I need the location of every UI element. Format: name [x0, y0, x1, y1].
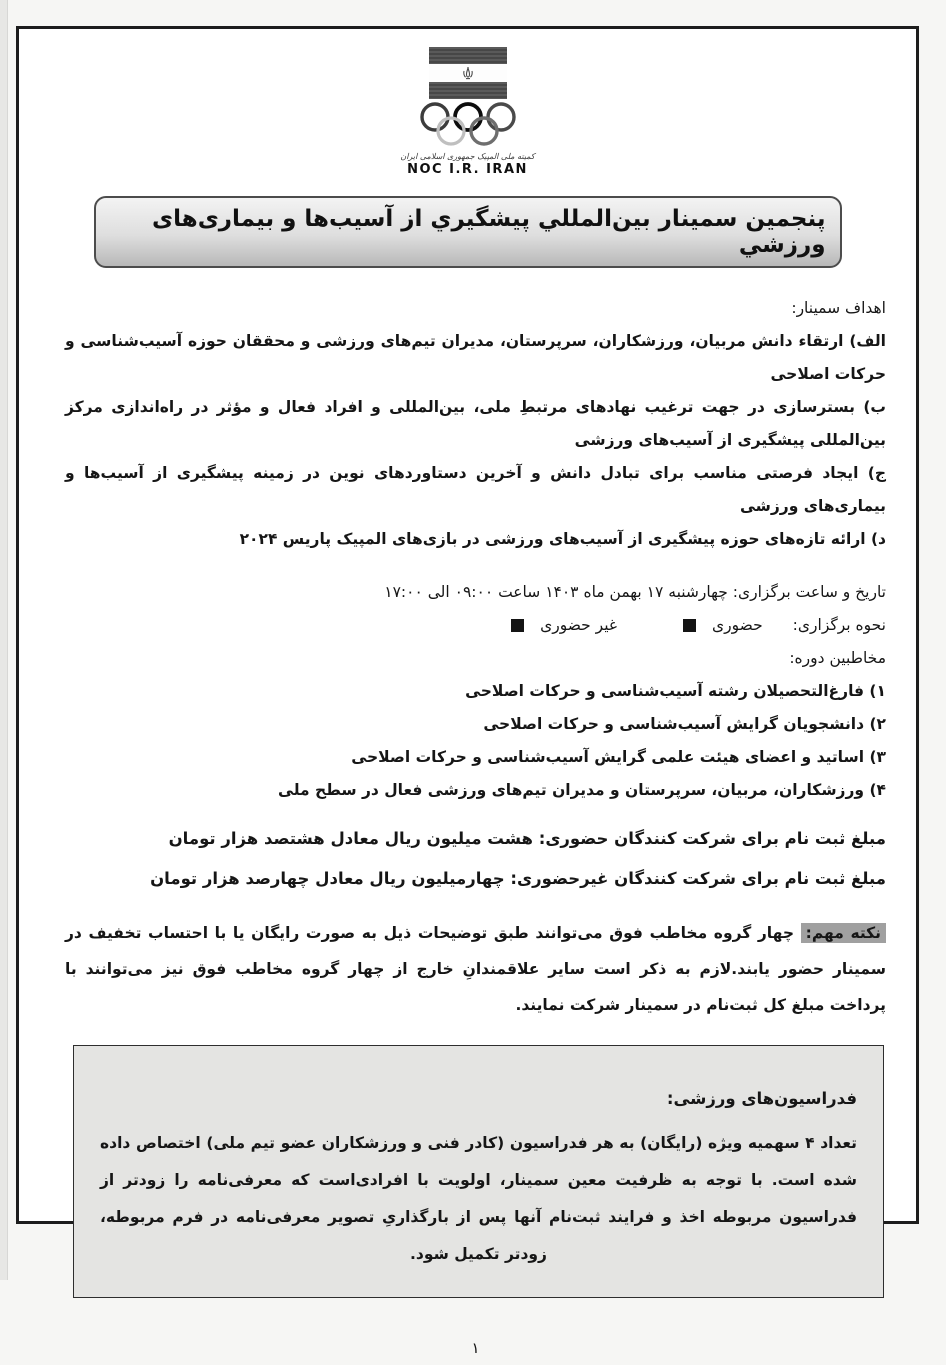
federations-heading: فدراسیون‌های ورزشی:	[666, 1089, 857, 1108]
datetime-line: تاریخ و ساعت برگزاری: چهارشنبه ۱۷ بهمن ماه ۱۴۰۳ ساعت ۰۹:۰۰ الی ۱۷:۰۰	[384, 583, 886, 601]
audience-item-3: ۳) اساتید و اعضای هیئت علمی گرایش آسیب‌شناسی و حرکات اصلاحی	[351, 748, 886, 766]
title-banner	[94, 196, 842, 268]
format-label: نحوه برگزاری:	[792, 616, 886, 634]
note-label-highlight: نکته مهم:	[801, 923, 886, 943]
flag-bottom-band	[429, 82, 507, 99]
format-line	[65, 609, 886, 642]
audience-item-4: ۴) ورزشکاران، مربیان، سرپرستان و مدیران تیم‌های ورزشی فعال در سطح ملی	[278, 781, 886, 799]
objective-item-d: د) ارائه تازه‌های حوزه پیشگیری از آسیب‌های ورزشی در بازی‌های المپیک پاریس ۲۰۲۴	[239, 530, 886, 548]
audience-item-1: ۱) فارغ‌التحصیلان رشته آسیب‌شناسی و حرکات اصلاحی	[465, 682, 886, 700]
noc-calligraphy-text: کمیته ملی المپیک جمهوری اسلامی ایران	[400, 152, 535, 161]
iran-flag-icon	[429, 47, 507, 99]
scan-edge-artifact	[0, 0, 8, 1280]
objective-item-b: ب) بسترسازی در جهت ترغیب نهادهای مرتبطِ ملی، بین‌المللی و افراد فعال و مؤثر در راه‌اندازی مرکز بین‌المللی پیشگیری از آسیب‌های ورزشی	[65, 398, 886, 449]
noc-iran-logo	[19, 47, 916, 178]
federations-box	[73, 1045, 884, 1298]
fee-remote-line: مبلغ ثبت نام برای شرکت کنندگان غیرحضوری: چهارمیلیون ریال معادل چهارصد هزار تومان	[150, 869, 886, 888]
objectives-heading: اهداف سمینار:	[791, 299, 886, 317]
filled-square-icon	[683, 619, 696, 632]
option-inperson-label: حضوری	[712, 616, 763, 634]
audience-heading: مخاطبین دوره:	[789, 649, 886, 667]
filled-square-icon	[511, 619, 524, 632]
flag-top-band	[429, 47, 507, 64]
page-number: ۱	[471, 1339, 480, 1357]
fee-inperson-line: مبلغ ثبت نام برای شرکت کنندگان حضوری: هشت میلیون ریال معادل هشتصد هزار تومان	[168, 829, 886, 848]
objective-item-c: ج) ایجاد فرصتی مناسب برای تبادل دانش و آخرین دستاوردهای نوین در زمینه پیشگیری از آسیب‌ها و بیماری‌های ورزشی	[65, 464, 886, 515]
iran-emblem-icon	[461, 66, 475, 80]
objective-item-a: الف) ارتقاء دانش مربیان، ورزشکاران، سرپرستان، مدیران تیم‌های ورزشی و محققان حوزه آسیب‌شناسی و حرکات اصلاحی	[65, 332, 886, 383]
document-page-frame	[16, 26, 919, 1357]
important-note	[65, 915, 886, 1023]
note-body-text: چهار گروه مخاطب فوق می‌توانند طبق توضیحات ذیل به صورت رایگان یا با احتساب تخفیف در سمینار حضور یابند.لازم به ذکر است سایر علاقمندانِ خارج از چهار گروه مخاطب فوق نیز می‌توانند با پرداخت مبلغ کل ثبت‌نام در سمینار شرکت نمایند.	[65, 924, 886, 1014]
flag-middle-band	[429, 64, 507, 82]
option-remote-label: غیر حضوری	[540, 616, 618, 634]
fees-section	[65, 819, 886, 899]
seminar-title: پنجمین سمینار بین‌المللي پیشگیري از آسیب‌ها و بیماری‌های ورزشي	[152, 206, 826, 258]
document-body	[19, 268, 916, 1365]
olympic-rings-icon	[415, 102, 521, 148]
audience-item-2: ۲) دانشجویان گرایش آسیب‌شناسی و حرکات اصلاحی	[483, 715, 886, 733]
noc-caption-text: NOC I.R. IRAN	[407, 162, 528, 177]
federations-body-text: تعداد ۴ سهمیه ویژه (رایگان) به هر فدراسیون (کادر فنی و ورزشکاران عضو تیم ملی) اختصاص داده شده است. با توجه به ظرفیت معین سمینار، اولویت با افرادی‌است که معرفی‌نامه را زودتر از فدراسیون مربوطه اخذ و فرایند ثبت‌نام آنها پس از بارگذاریِ تصویر معرفی‌نامه در فرم مربوطه، زودتر تکمیل شود.	[100, 1134, 857, 1263]
